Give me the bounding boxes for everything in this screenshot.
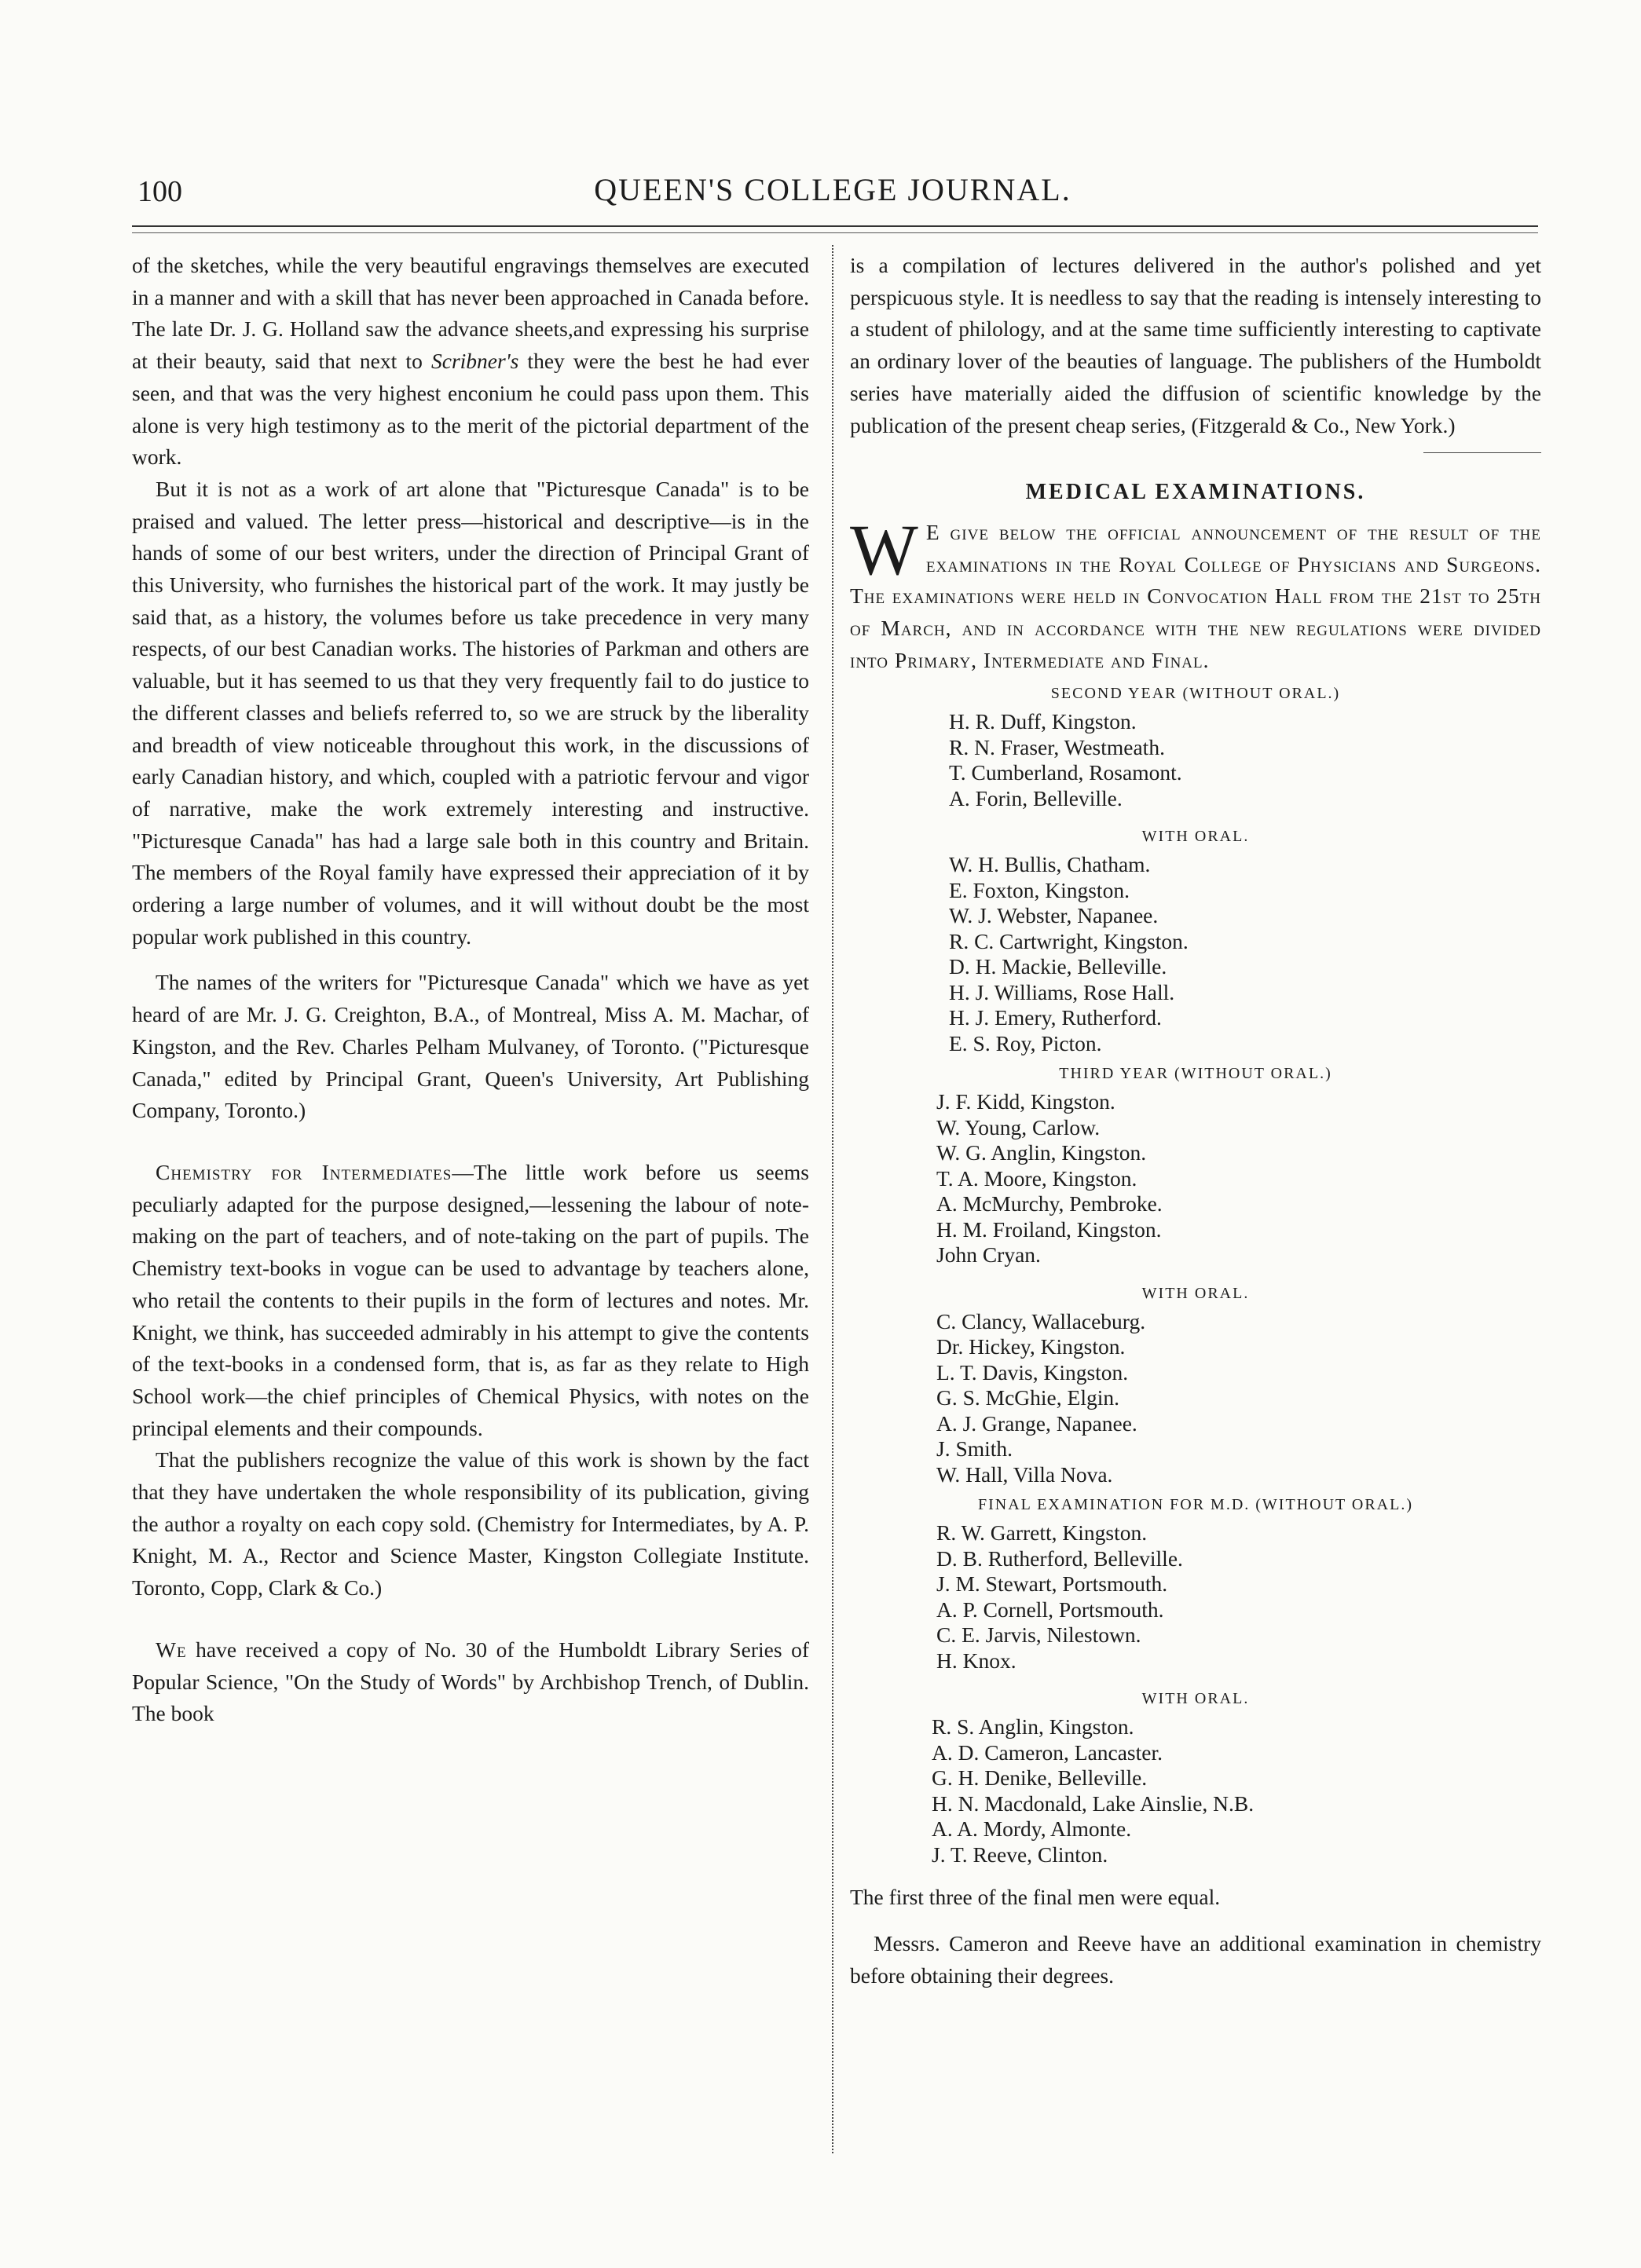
header-rule	[132, 225, 1538, 227]
list-item: A. J. Grange, Napanee.	[936, 1410, 1137, 1436]
list-heading-with-oral: WITH ORAL.	[1141, 828, 1250, 846]
list-item: R. W. Garrett, Kingston.	[936, 1520, 1148, 1546]
paragraph-text: E give below the official announcement of the result of the examinations in the Royal College of Physicians and Surgeons. The examinations were held in Convocation Hall from the 21st to 25th of March, and in accordance with the new regulations were divided into Primary, Intermediate and Final.	[850, 519, 1541, 672]
section-separator	[1423, 452, 1541, 453]
list-item: H. J. Emery, Rutherford.	[949, 1005, 1162, 1030]
list-heading-third-year: THIRD YEAR (WITHOUT ORAL.)	[1059, 1065, 1332, 1083]
list-item: W. J. Webster, Napanee.	[949, 903, 1159, 928]
paragraph-sketches	[132, 250, 809, 474]
review-lead: Chemistry for Intermediates	[156, 1159, 452, 1184]
list-heading-final-examination: FINAL EXAMINATION FOR M.D. (WITHOUT ORAL.)	[978, 1496, 1413, 1514]
names-third-year-without-oral	[850, 1089, 1541, 1268]
names-final-with-oral	[850, 1714, 1541, 1867]
paragraph-text: of the sketches, while the very beautiful engravings themselves are executed in a manner and with a skill that has never been approached in Canada before. The late Dr. J. G. Holland saw the advance sheets,and expressing his surprise at their beauty, said that next to	[132, 253, 809, 374]
names-final-without-oral	[850, 1520, 1541, 1674]
list-item: H. N. Macdonald, Lake Ainslie, N.B.	[932, 1791, 1255, 1816]
paragraph-letter-press: But it is not as a work of art alone that "Picturesque Canada" is to be praised and valued. The letter press—historical and descriptive—is in the hands of some of our best writers, under the direction of Principal Grant of this University, who furnishes the historical part of the work. It may justly be said that, as a history, the volumes before us take precedence in very many respects, of our best Canadian works. The histories of Parkman and others are valuable, but it has seemed to us that they very frequently fail to do justice to the different classes and beliefs referred to, so we are struck by the liberality and breadth of view noticeable throughout this work, in the discussions of early Canadian history, and which, coupled with a patriotic fervour and vigor of narrative, make the work extremely interesting and instructive. "Picturesque Canada" has had a large sale both in this country and Britain. The members of the Royal family have expressed their appreciation of it by ordering a large number of volumes, and it will without doubt be the most popular work published in this country.	[132, 476, 809, 949]
list-item: R. S. Anglin, Kingston.	[932, 1714, 1134, 1739]
list-item: John Cryan.	[936, 1242, 1041, 1268]
running-head	[130, 165, 1536, 220]
paragraph-intro	[850, 509, 1541, 677]
names-second-year-with-oral	[850, 852, 1541, 1056]
paragraph-publishers: That the publishers recognize the value of this work is shown by the fact that they have undertaken the whole responsibility of its publication, giving the author a royalty on each copy sold. (Chemistry for Intermediates, by A. P. Knight, M. A., Rector and Science Master, Kingston Collegiate Institute. Toronto, Copp, Clark & Co.)	[132, 1447, 809, 1600]
closing-note-equal: The first three of the final men were equal.	[850, 1885, 1221, 1910]
drop-cap: W	[850, 509, 918, 590]
list-item: D. B. Rutherford, Belleville.	[936, 1546, 1183, 1571]
list-item: G. S. McGhie, Elgin.	[936, 1385, 1119, 1410]
paragraph-text: have received a copy of No. 30 of the Humboldt Library Series of Popular Science, "On the Study of Words" by Archbishop Trench, of Dublin. The book	[132, 1637, 809, 1726]
left-column	[132, 250, 809, 1730]
list-item: E. S. Roy, Picton.	[949, 1030, 1102, 1055]
list-item: J. F. Kidd, Kingston.	[936, 1089, 1115, 1114]
journal-title: QUEEN'S COLLEGE JOURNAL.	[594, 172, 1071, 207]
list-item: J. T. Reeve, Clinton.	[932, 1842, 1108, 1867]
list-item: C. E. Jarvis, Nilestown.	[936, 1622, 1141, 1648]
list-item: G. H. Denike, Belleville.	[932, 1765, 1148, 1791]
list-item: A. McMurchy, Pembroke.	[936, 1191, 1163, 1216]
list-item: A. Forin, Belleville.	[949, 785, 1123, 810]
right-column	[850, 250, 1541, 1992]
list-item: W. H. Bullis, Chatham.	[949, 852, 1151, 877]
list-item: L. T. Davis, Kingston.	[936, 1359, 1129, 1385]
list-item: A. A. Mordy, Almonte.	[932, 1816, 1132, 1842]
paragraph-chemistry	[132, 1157, 809, 1444]
italic-title: Scribner's	[430, 349, 519, 374]
list-item: A. D. Cameron, Lancaster.	[932, 1739, 1163, 1765]
page-number: 100	[137, 175, 182, 208]
list-item: H. Knox.	[936, 1648, 1016, 1673]
list-item: Dr. Hickey, Kingston.	[936, 1334, 1126, 1359]
paragraph-writers: The names of the writers for "Picturesque Canada" which we have as yet heard of are Mr. J. G. Creighton, B.A., of Montreal, Miss A. M. Machar, of Kingston, and the Rev. Charles Pelham Mulvaney, of Toronto. ("Picturesque Canada," edited by Principal Grant, Queen's University, Art Publishing Company, Toronto.)	[132, 970, 809, 1123]
list-item: J. Smith.	[936, 1436, 1013, 1461]
list-item: W. Young, Carlow.	[936, 1114, 1101, 1139]
paragraph-compilation: is a compilation of lectures delivered in the author's polished and yet perspicuous style. It is needless to say that the reading is intensely interesting to a student of philology, and at the same time sufficiently interesting to captivate an ordinary lover of the beauties of language. The publishers of the Humboldt series have materially aided the diffusion of scientific knowledge by the publication of the present cheap series, (Fitzgerald & Co., New York.)	[850, 253, 1541, 437]
list-item: W. G. Anglin, Kingston.	[936, 1140, 1147, 1165]
list-item: R. C. Cartwright, Kingston.	[949, 928, 1189, 953]
list-heading-with-oral: WITH ORAL.	[1141, 1690, 1250, 1708]
list-item: W. Hall, Villa Nova.	[936, 1461, 1113, 1487]
list-item: T. A. Moore, Kingston.	[936, 1165, 1137, 1191]
paragraph-text: they were the best he had ever seen, and that was the very highest enconium he could pass upon them. This alone is very high testimony as to the merit of the pictorial department of the work.	[132, 349, 810, 470]
list-item: A. P. Cornell, Portsmouth.	[936, 1597, 1164, 1622]
review-lead: We	[156, 1637, 187, 1662]
list-heading-second-year: SECOND YEAR (WITHOUT ORAL.)	[1050, 685, 1341, 703]
names-third-year-with-oral	[850, 1309, 1541, 1488]
section-heading-medical-examinations: MEDICAL EXAMINATIONS.	[1025, 480, 1366, 505]
list-item: H. R. Duff, Kingston.	[949, 709, 1137, 734]
list-item: E. Foxton, Kingston.	[949, 877, 1130, 902]
list-heading-with-oral: WITH ORAL.	[1141, 1284, 1250, 1302]
paragraph-text: —The little work before us seems peculiarly adapted for the purpose designed,—lessening the labour of note-making on the part of teachers, and of note-taking on the part of pupils. The Chemistry text-books in vogue can be used to advantage by teachers alone, who retail the contents to their pupils in the form of lectures and notes. Mr. Knight, we think, has succeeded admirably in his attempt to give the contents of the text-books in a condensed form, that is, as far as they relate to High School work—the chief principles of Chemical Physics, with notes on the principal elements and their compounds.	[132, 1159, 809, 1440]
paragraph-humboldt	[132, 1634, 809, 1730]
list-item: R. N. Fraser, Westmeath.	[949, 734, 1165, 759]
list-item: D. H. Mackie, Belleville.	[949, 954, 1167, 979]
names-second-year-without-oral	[850, 709, 1541, 811]
list-item: T. Cumberland, Rosamont.	[949, 760, 1182, 785]
list-item: C. Clancy, Wallaceburg.	[936, 1308, 1146, 1333]
list-item: J. M. Stewart, Portsmouth.	[936, 1571, 1168, 1597]
header-rule-thin	[132, 232, 1538, 233]
column-divider	[832, 245, 833, 2153]
list-item: H. M. Froiland, Kingston.	[936, 1216, 1162, 1242]
list-item: H. J. Williams, Rose Hall.	[949, 979, 1175, 1004]
closing-note-chemistry: Messrs. Cameron and Reeve have an additional examination in chemistry before obtaining their degrees.	[850, 1931, 1541, 1988]
